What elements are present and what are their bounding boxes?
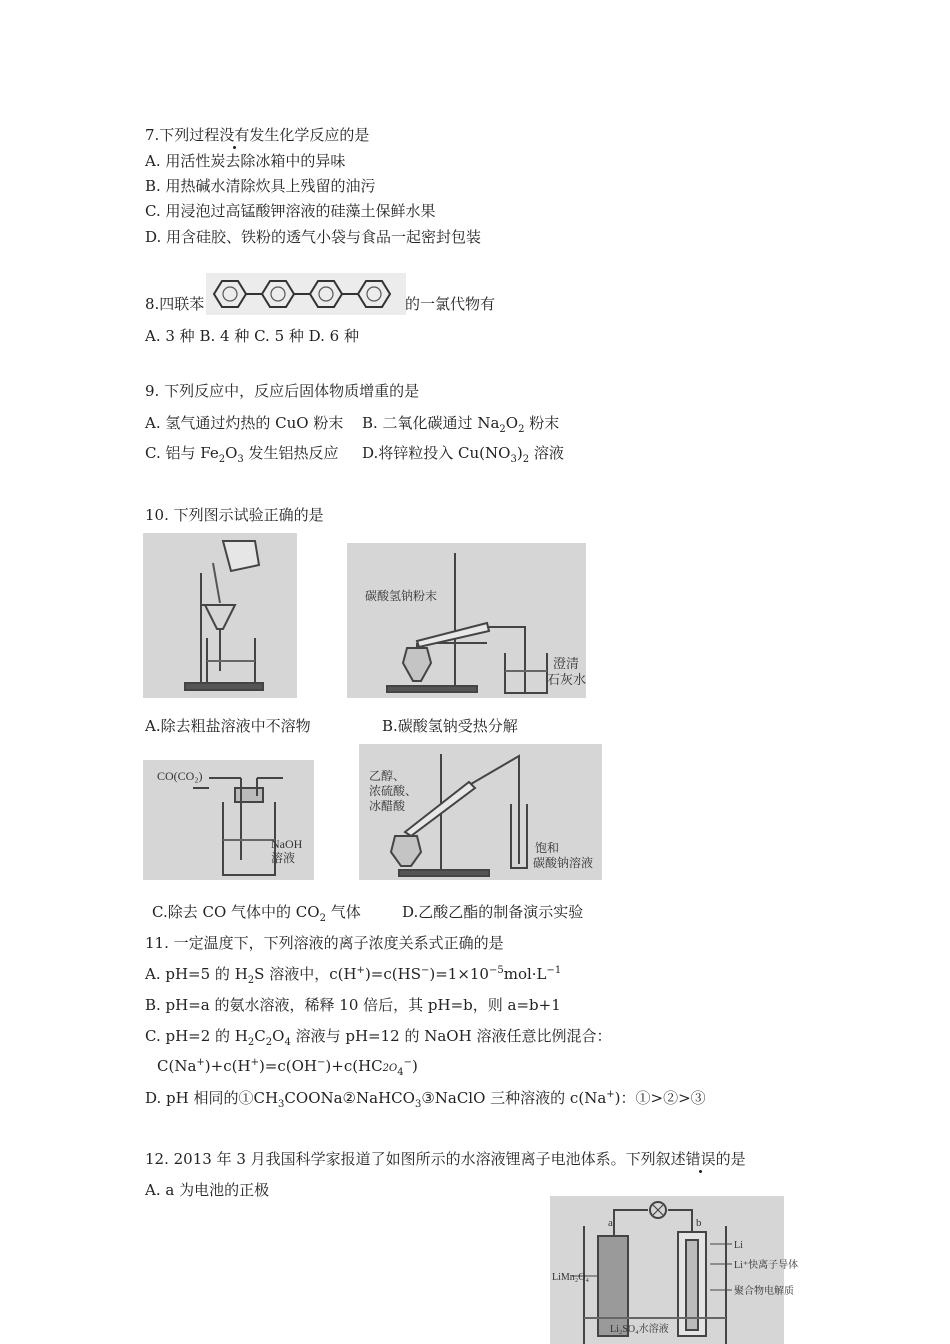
q8-stem-suffix: 的一氯代物有 [405,295,496,313]
figD-label-acetic: 冰醋酸 [369,799,406,813]
figure-gas-washing [143,760,314,880]
q11-option-d: D. pH 相同的$①CH_3COONa②NaHCO_3③NaClO$ 三种溶液的 c(Na+)：①>②>③ [145,1089,706,1110]
figC-label-naoh: NaOH [271,837,303,851]
battery-label-li: Li [734,1240,743,1251]
q8-stem-prefix: 8.四联苯 [145,295,205,313]
q10-option-b: B.碳酸氢钠受热分解 [382,717,518,735]
figD-label-saturated: 饱和 [535,841,560,855]
q10-option-c: C.除去 CO 气体中的 $CO_2$ 气体 [152,903,361,924]
quaterphenyl-structure [206,273,406,315]
battery-label-polymer: 聚合物电解质 [734,1286,794,1297]
figB-label-limewater: 石灰水 [547,672,587,687]
figD-label-ethanol: 乙醇、 [369,769,406,783]
q11-option-b: B. pH=a 的氨水溶液，稀释 10 倍后，其 pH=b，则 a=b+1 [145,996,561,1014]
q9-option-c: C. 铝与 $Fe_2O_3$ 发生铝热反应 [145,444,339,465]
q11-option-c-equation: $C(Na^+)+c(H^+)=c(OH^-)+c(HC2O_4^-)$ [157,1057,418,1078]
q8-options: A. 3 种 B. 4 种 C. 5 种 D. 6 种 [145,327,359,345]
q11-option-c: C. pH=2 的 $H_2C_2O_4$ 溶液与 pH=12 的 NaOH 溶液任意比例混合： [145,1027,612,1048]
q10-option-a: A.除去粗盐溶液中不溶物 [145,717,311,735]
battery-label-conductor: Li⁺快离子导体 [734,1260,799,1271]
figure-lithium-battery [550,1196,799,1344]
figure-ester-preparation [359,744,602,880]
battery-label-a: a [608,1217,613,1229]
q7-option-a: A. 用活性炭去除冰箱中的异味 [145,152,346,170]
q9-stem: 9. 下列反应中，反应后固体物质增重的是 [145,382,420,400]
figB-label-powder: 碳酸氢钠粉末 [365,589,438,603]
figure-bicarbonate-decomposition [347,543,586,698]
emphasis-dots: 没有 [219,126,250,144]
figure-filtration [143,533,297,698]
q11-stem: 11. 一定温度下，下列溶液的离子浓度关系式正确的是 [145,934,504,952]
q7-option-c: C. 用浸泡过高锰酸钾溶液的硅藻土保鲜水果 [145,202,436,220]
q10-option-d: D.乙酸乙酯的制备演示实验 [402,903,584,921]
battery-label-b: b [696,1217,702,1229]
q7-stem: 7.下列过程没有发生化学反应的是 [145,126,370,144]
figB-label-clear: 澄清 [553,656,580,671]
battery-label-cathode: LiMn₂O₄ [552,1272,589,1283]
q9-option-d: D.将锌粒投入 $Cu(NO_3)_2$ 溶液 [362,444,564,465]
q11-option-a: A. pH=5 的 $H_2S$ 溶液中，$c(H^+)=c(HS^-)=1\times 10^{-5}mol\cdot L^{-1}$ [145,965,562,986]
battery-label-electrolyte: Li₂SO₄水溶液 [610,1324,669,1335]
q7-option-d: D. 用含硅胶、铁粉的透气小袋与食品一起密封包装 [145,228,482,246]
figD-label-acid: 浓硫酸、 [369,784,418,798]
emphasis-dots: 错误 [685,1150,716,1168]
figC-label-gas: CO(CO₂) [157,769,203,783]
q7-option-b: B. 用热碱水清除炊具上残留的油污 [145,177,376,195]
figD-label-carbonate: 碳酸钠溶液 [533,856,594,870]
figC-label-solution: 溶液 [271,851,296,865]
q9-option-a: A. 氢气通过灼热的 CuO 粉末 [145,414,344,432]
q9-option-b: B. 二氧化碳通过 $Na_2O_2$ 粉末 [362,414,560,435]
q10-stem: 10. 下列图示试验正确的是 [145,506,324,524]
q12-stem: 12. 2013 年 3 月我国科学家报道了如图所示的水溶液锂离子电池体系。下列叙述错误的是 [145,1150,746,1168]
q12-option-a: A. a 为电池的正极 [145,1181,270,1199]
